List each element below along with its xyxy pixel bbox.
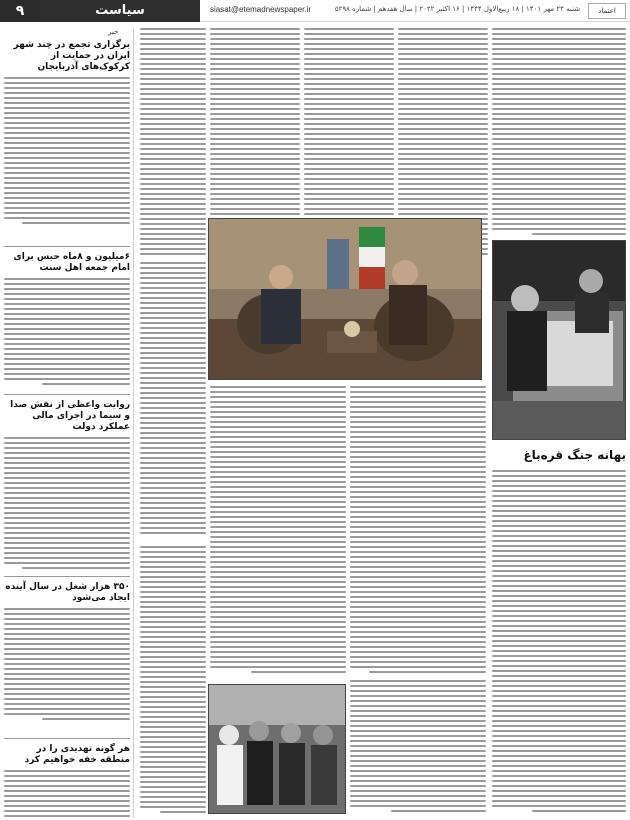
section-title: سیاست bbox=[40, 0, 200, 22]
article-column bbox=[140, 28, 206, 260]
article-headline: بهانه جنگ قره‌باغ bbox=[523, 448, 626, 462]
brief-item[interactable] bbox=[4, 400, 130, 569]
article-column bbox=[304, 28, 394, 238]
group-photo bbox=[208, 684, 346, 814]
article-column bbox=[140, 262, 206, 542]
page-number: ۹ bbox=[0, 0, 40, 22]
brief-item[interactable] bbox=[4, 40, 130, 224]
group-photo-image bbox=[209, 685, 346, 814]
brief-body bbox=[4, 608, 130, 720]
brief-title: روایت واعظی از نقش صدا و سیما در اجرای مالی عملکرد دولت bbox=[10, 400, 130, 432]
brief-title: هر گونه تهدیدی را در منطقه خفه خواهیم کرد bbox=[24, 744, 130, 765]
brief-item[interactable] bbox=[4, 252, 130, 385]
brief-body bbox=[4, 770, 130, 820]
article-column bbox=[350, 386, 486, 676]
archive-photo-image bbox=[493, 241, 626, 440]
divider bbox=[4, 738, 130, 739]
section-email[interactable]: siasat@etemadnewspaper.ir bbox=[210, 5, 312, 14]
brief-item[interactable] bbox=[4, 744, 130, 820]
article-column bbox=[492, 470, 626, 816]
news-briefs-sidebar bbox=[0, 28, 134, 818]
brief-title: ۳۵۰ هزار شغل در سال آینده ایجاد می‌شود bbox=[5, 582, 130, 603]
divider bbox=[4, 246, 130, 247]
divider bbox=[4, 394, 130, 395]
article-column bbox=[140, 546, 206, 816]
brief-item[interactable] bbox=[4, 582, 130, 720]
brief-title: برگزاری تجمع در چند شهر ایران در حمایت از کرکوک‌های آذربایجان bbox=[13, 40, 130, 72]
newspaper-logo: اعتماد bbox=[588, 3, 626, 19]
article-column bbox=[492, 28, 626, 238]
brief-body bbox=[4, 278, 130, 385]
brief-title: ۶میلیون و ۸ماه حبس برای امام جمعه اهل سنت bbox=[13, 252, 130, 273]
archive-photo bbox=[492, 240, 626, 440]
sidebar-tag: خبر bbox=[108, 28, 119, 36]
page-header bbox=[0, 0, 630, 22]
article-column bbox=[210, 28, 300, 238]
meeting-photo-image bbox=[209, 219, 482, 380]
brief-body bbox=[4, 437, 130, 569]
brief-body bbox=[4, 77, 130, 224]
article-column bbox=[210, 386, 346, 676]
meeting-photo bbox=[208, 218, 482, 380]
issue-info: شنبه ۲۴ مهر ۱۴۰۱ | ۱۸ ربیع‌الاول ۱۴۴۴ | ۱۶ اکتبر ۲۰۲۲ | سال هفدهم | شماره ۵۲۹۸ bbox=[334, 5, 580, 13]
divider bbox=[4, 576, 130, 577]
article-column bbox=[350, 680, 486, 816]
